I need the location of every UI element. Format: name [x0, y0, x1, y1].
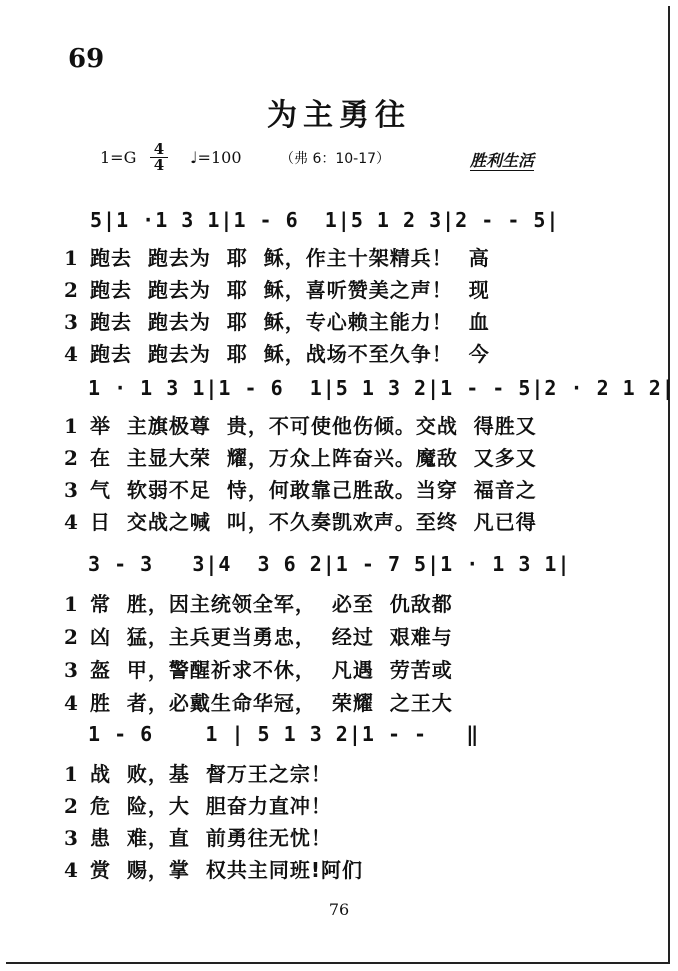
verse-number: 4: [64, 342, 79, 366]
lyric-text: 跑去 跑去为 耶 稣，喜听赞美之声！ 现: [90, 278, 490, 302]
verse-number: 1: [64, 414, 79, 438]
hymn-number: 69: [68, 44, 105, 74]
lyric-line: [64, 654, 453, 683]
verse-number: 2: [64, 278, 79, 302]
notation-line-1: 5|1 ·1 3 1|1 - 6 1|5 1 2 3|2 - - 5|: [90, 208, 560, 232]
lyric-text: 气 软弱不足 恃，何敢靠己胜敌。当穿 福音之: [90, 478, 537, 502]
lyric-line: [64, 506, 537, 535]
lyric-text: 日 交战之喊 叫，不久奏凯欢声。至终 凡已得: [90, 510, 537, 534]
lyric-line: [64, 854, 363, 883]
verse-number: 3: [64, 826, 79, 850]
lyric-line: [64, 621, 453, 650]
lyric-text: 在 主显大荣 耀，万众上阵奋兴。魔敌 又多又: [90, 446, 537, 470]
time-signature-top: 4: [150, 142, 168, 158]
lyric-line: [64, 274, 490, 303]
lyric-text: 跑去 跑去为 耶 稣，专心赖主能力！ 血: [90, 310, 490, 334]
time-signature-bottom: 4: [153, 156, 165, 174]
tune-name: 胜利生活: [470, 151, 535, 170]
notation-line-3: 3 - 3 3|4 3 6 2|1 - 7 5|1 · 1 3 1|: [88, 552, 571, 576]
lyric-line: [64, 338, 490, 367]
lyric-line: [64, 790, 332, 819]
verse-number: 2: [64, 794, 79, 818]
verse-number: 1: [64, 592, 79, 616]
notation-line-2: 1 · 1 3 1|1 - 6 1|5 1 3 2|1 - - 5|2 · 2 1 2|: [88, 376, 675, 400]
lyric-text: 跑去 跑去为 耶 稣，作主十架精兵！ 高: [90, 246, 490, 270]
lyric-line: [64, 242, 490, 271]
lyric-line: [64, 758, 332, 787]
lyric-line: [64, 442, 537, 471]
lyric-text: 常 胜，因主统领全军， 必至 仇敌都: [90, 592, 453, 616]
verse-number: 2: [64, 625, 79, 649]
lyric-text: 战 败，基 督万王之宗！: [90, 762, 332, 786]
scripture-reference: （弗 6：10-17）: [280, 151, 391, 167]
lyric-text: 危 险，大 胆奋力直冲！: [90, 794, 332, 818]
verse-number: 1: [64, 246, 79, 270]
lyric-text: 凶 猛，主兵更当勇忠， 经过 艰难与: [90, 625, 453, 649]
page-number: 76: [328, 900, 350, 919]
verse-number: 4: [64, 691, 79, 715]
time-signature: [150, 142, 168, 173]
verse-number: 3: [64, 310, 79, 334]
lyric-line: [64, 306, 490, 335]
verse-number: 2: [64, 446, 79, 470]
key-signature: 1=G: [100, 148, 137, 167]
lyric-text: 患 难，直 前勇往无忧！: [90, 826, 332, 850]
lyric-line: [64, 588, 453, 617]
verse-number: 4: [64, 858, 79, 882]
verse-number: 1: [64, 762, 79, 786]
lyric-text: 赏 赐，掌 权共主同班!阿们: [90, 858, 363, 882]
lyric-text: 盔 甲，警醒祈求不休， 凡遇 劳苦或: [90, 658, 453, 682]
lyric-line: [64, 474, 537, 503]
tempo-marking: ♩=100: [190, 148, 242, 167]
lyric-line: [64, 822, 332, 851]
lyric-line: [64, 410, 537, 439]
lyric-text: 胜 者，必戴生命华冠， 荣耀 之王大: [90, 691, 453, 715]
lyric-text: 举 主旗极尊 贵，不可使他伤倾。交战 得胜又: [90, 414, 537, 438]
lyric-line: [64, 687, 453, 716]
verse-number: 4: [64, 510, 79, 534]
lyric-text: 跑去 跑去为 耶 稣，战场不至久争！ 今: [90, 342, 490, 366]
verse-number: 3: [64, 478, 79, 502]
verse-number: 3: [64, 658, 79, 682]
hymn-title: 为主勇往: [267, 98, 411, 133]
notation-line-4: 1 - 6 1 | 5 1 3 2|1 - - ‖: [88, 722, 480, 746]
